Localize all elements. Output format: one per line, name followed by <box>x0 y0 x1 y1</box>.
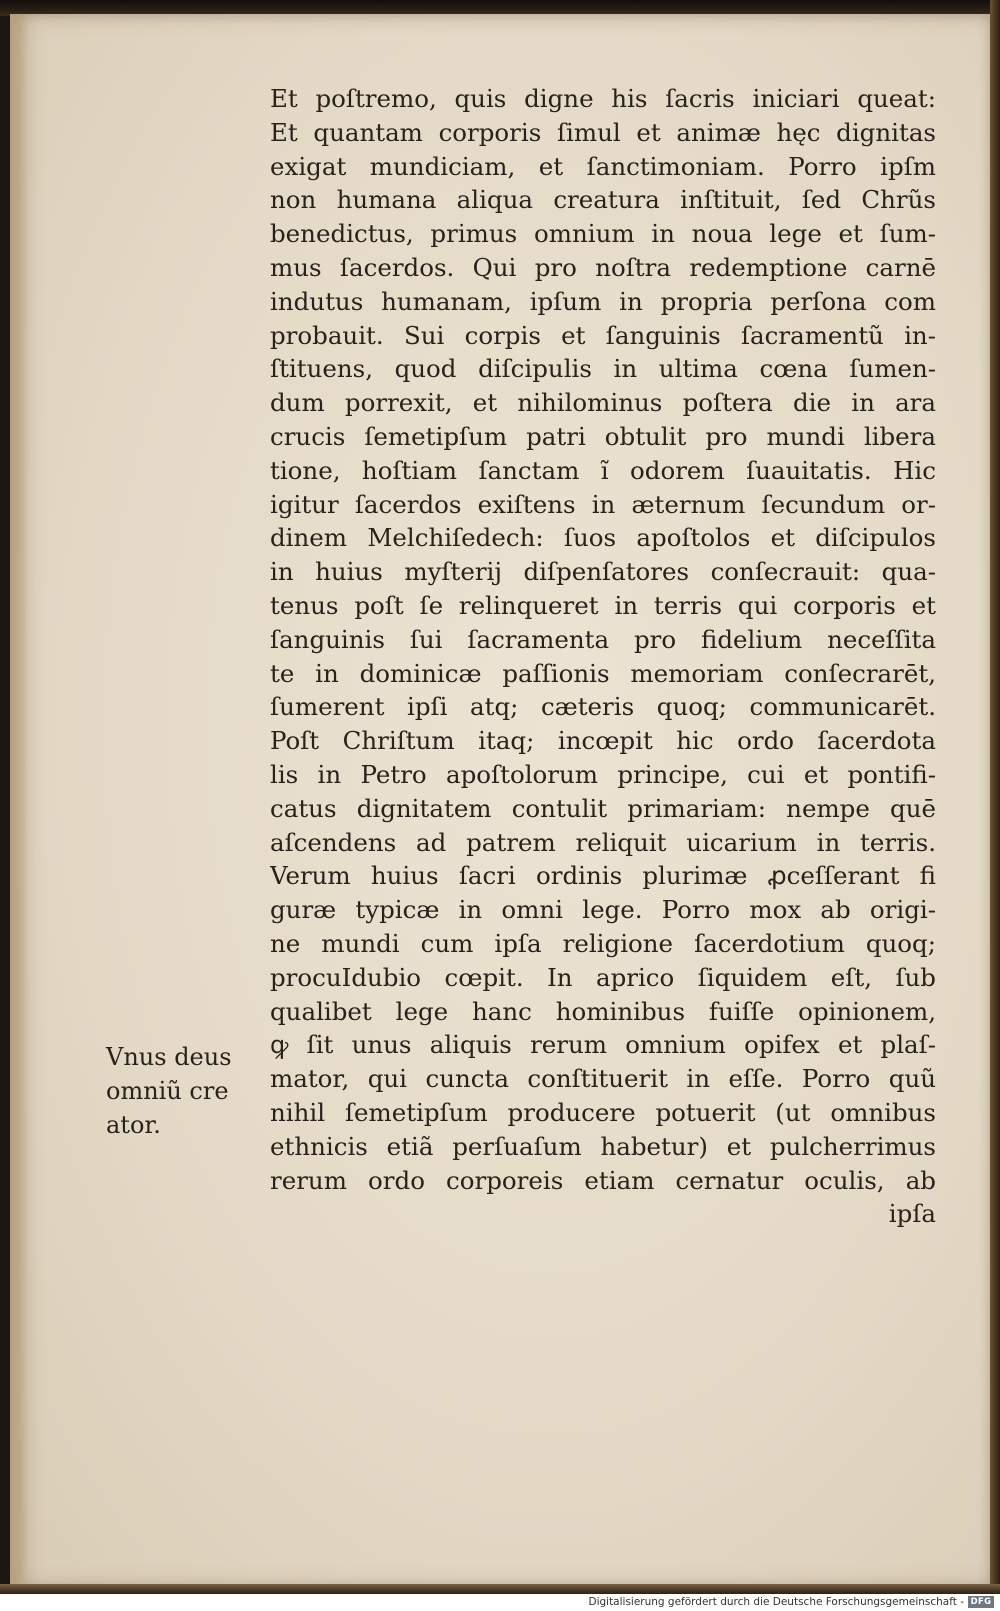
text-line: dum porrexit, et nihilominus poſtera die in ara <box>270 388 936 418</box>
text-line: catus dignitatem contulit primariam: nempe quē <box>270 793 936 823</box>
text-line: exigat mundiciam, et ſanctimoniam. Porro ipſm <box>270 151 936 181</box>
text-line: crucis ſemetipſum patri obtulit pro mundi libera <box>270 421 936 451</box>
book-bottom-edge <box>0 1584 1000 1594</box>
marginal-note-line: ator. <box>106 1111 161 1139</box>
text-line: Et quantam corporis ſimul et animæ hęc dignitas <box>270 117 936 147</box>
text-line: te in dominicæ paſſionis memoriam conſecrarēt, <box>270 658 936 688</box>
marginal-note-line: omniũ cre <box>106 1077 229 1105</box>
text-line: mus ſacerdos. Qui pro noſtra redemptione carnē <box>270 252 936 282</box>
text-line: aſcendens ad patrem reliquit uicarium in terris. <box>270 827 936 857</box>
text-line: in huius myſterij diſpenſatores conſecrauit: qua- <box>270 557 936 587</box>
funding-credit: Digitalisierung gefördert durch die Deutsche Forschungsgemeinschaft - <box>588 1596 964 1608</box>
marginal-note-line: Vnus deus <box>106 1043 232 1071</box>
text-line: procuIdubio cœpit. In aprico ſiquidem eſt, ſub <box>270 962 936 992</box>
text-line: benedictus, primus omnium in noua lege et ſum- <box>270 219 936 249</box>
text-line: Poſt Chriſtum itaq; incœpit hic ordo ſacerdota <box>270 726 936 756</box>
marginal-note <box>106 1040 266 1142</box>
text-line: ꝙ ſit unus aliquis rerum omnium opifex et plaſ- <box>270 1030 936 1060</box>
text-line: Et poſtremo, quis digne his ſacris iniciari queat: <box>270 84 936 113</box>
text-line: igitur ſacerdos exiſtens in æternum ſecundum or- <box>270 489 936 519</box>
text-line: tione, hoſtiam ſanctam ĩ odorem ſuauitatis. Hic <box>270 455 936 485</box>
text-line: ethnicis etiã perſuaſum habetur) et pulcherrimus <box>270 1131 936 1161</box>
text-line: dinem Melchiſedech: ſuos apoſtolos et diſcipulos <box>270 523 936 553</box>
text-line: indutus humanam, ipſum in propria perſona com <box>270 286 936 316</box>
text-line: nihil ſemetipſum producere potuerit (ut omnibus <box>270 1097 936 1127</box>
dfg-logo: DFG <box>968 1596 994 1608</box>
text-line: ſtituens, quod diſcipulis in ultima cœna ſumen- <box>270 354 936 384</box>
text-line: mator, qui cuncta conſtituerit in eſſe. Porro quũ <box>270 1064 936 1094</box>
text-line: guræ typicæ in omni lege. Porro mox ab origi- <box>270 895 936 925</box>
text-line: ne mundi cum ipſa religione ſacerdotium quoq; <box>270 928 936 958</box>
book-right-edge <box>990 0 1000 1590</box>
text-line: ſumerent ipſi atq; cæteris quoq; communicarēt. <box>270 692 936 722</box>
text-line: ſanguinis ſui ſacramenta pro fidelium neceſſita <box>270 624 936 654</box>
text-line: qualibet lege hanc hominibus fuiſſe opinionem, <box>270 996 936 1026</box>
text-line: Verum huius ſacri ordinis plurimæ ꝓceſſerant fi <box>270 861 936 891</box>
text-line: tenus poſt ſe relinqueret in terris qui corporis et <box>270 590 936 620</box>
text-line: rerum ordo corporeis etiam cernatur oculis, ab <box>270 1165 936 1195</box>
page-gutter-shadow <box>10 14 28 1588</box>
text-line: probauit. Sui corpis et ſanguinis ſacramentũ in- <box>270 320 936 350</box>
main-text-block <box>270 82 936 1231</box>
catchword: ipſa <box>888 1199 936 1229</box>
text-line: lis in Petro apoſtolorum principe, cui et pontifi- <box>270 759 936 789</box>
text-line: non humana aliqua creatura inſtituit, ſed Chrũs <box>270 185 936 215</box>
